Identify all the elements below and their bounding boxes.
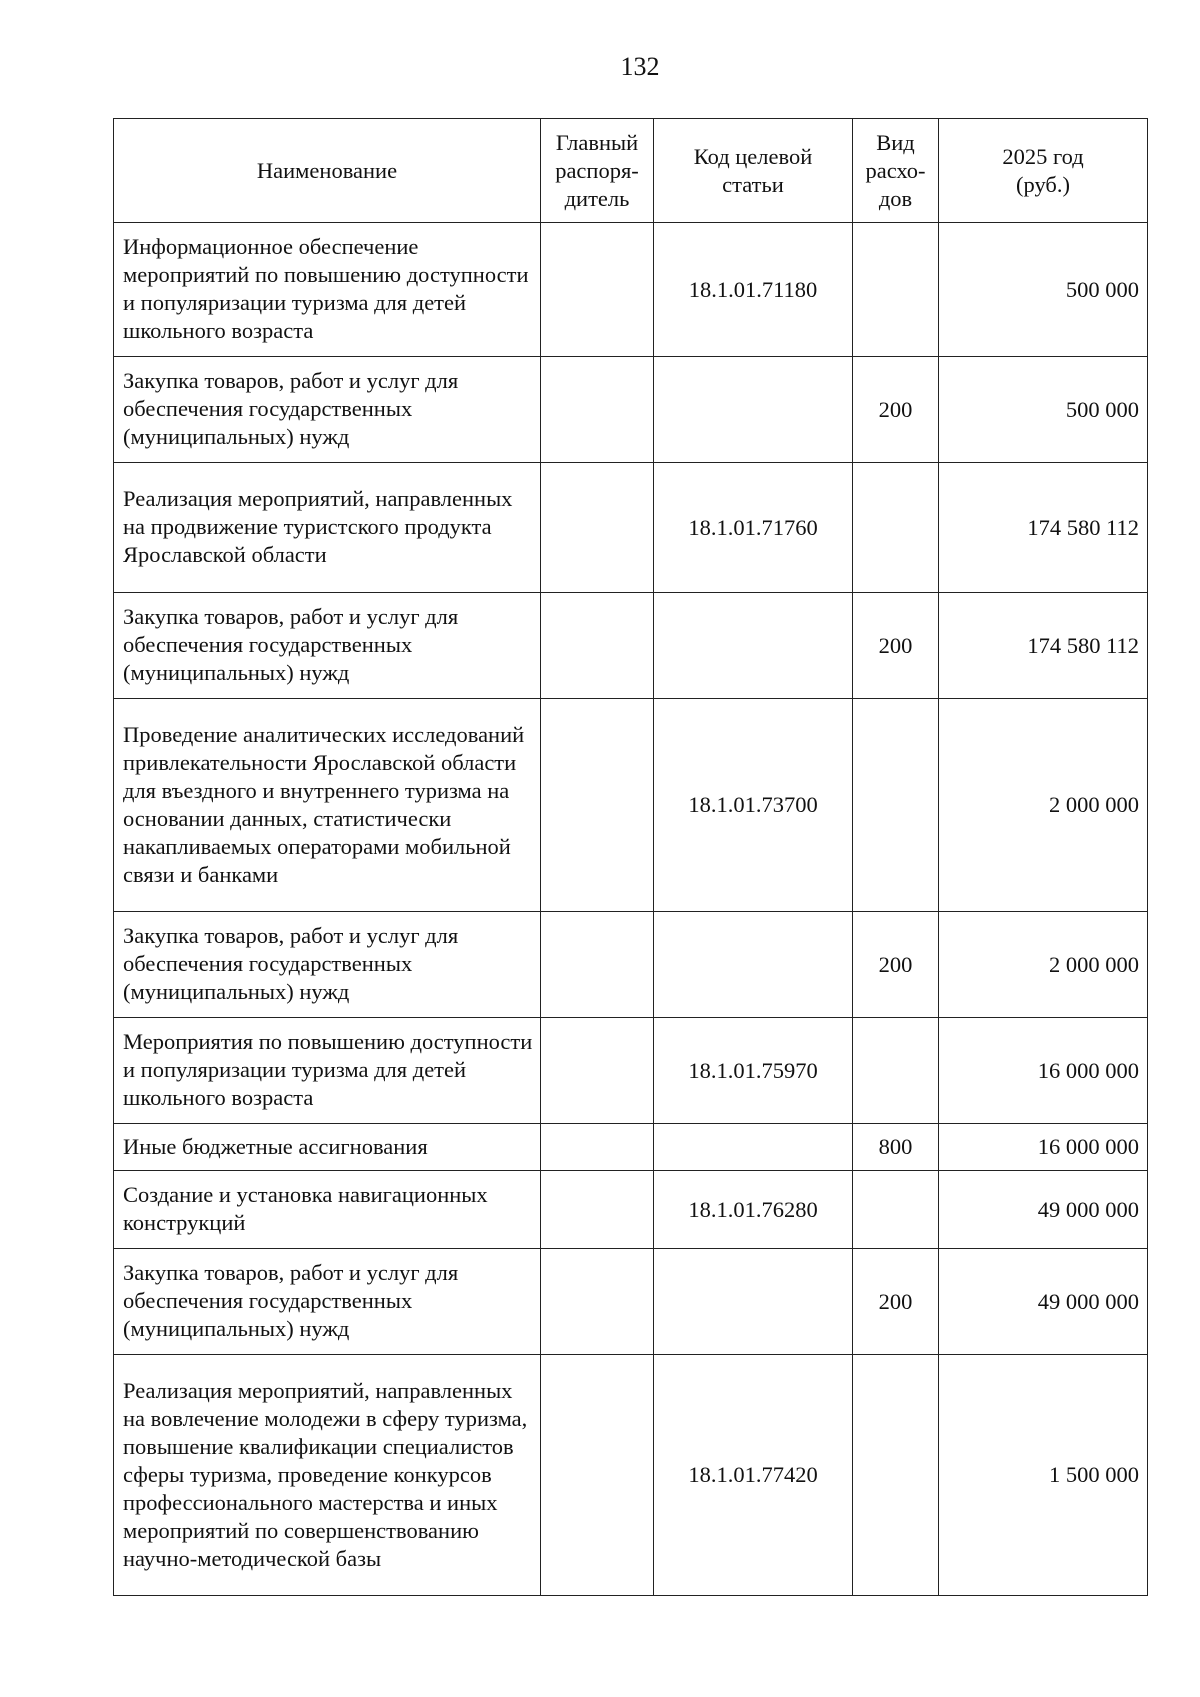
row-amount: 16 000 000 xyxy=(939,1124,1148,1171)
table-row xyxy=(114,1249,1148,1355)
budget-table xyxy=(113,118,1148,1596)
row-manager xyxy=(541,463,654,593)
header-name: Наименование xyxy=(114,119,541,223)
row-target-code: 18.1.01.77420 xyxy=(654,1355,853,1596)
table-row xyxy=(114,1124,1148,1171)
row-amount: 2 000 000 xyxy=(939,912,1148,1018)
row-expense-type xyxy=(853,699,939,912)
row-target-code xyxy=(654,1124,853,1171)
table-row xyxy=(114,1171,1148,1249)
table-row xyxy=(114,1018,1148,1124)
row-amount: 500 000 xyxy=(939,223,1148,357)
row-target-code: 18.1.01.75970 xyxy=(654,1018,853,1124)
row-expense-type: 200 xyxy=(853,912,939,1018)
row-target-code xyxy=(654,593,853,699)
row-manager xyxy=(541,1171,654,1249)
row-name: Закупка товаров, работ и услуг для обеспечения государственных (муниципальных) нужд xyxy=(114,912,541,1018)
row-target-code xyxy=(654,912,853,1018)
header-target-code: Код целевой статьи xyxy=(654,119,853,223)
row-manager xyxy=(541,699,654,912)
table-row xyxy=(114,223,1148,357)
row-manager xyxy=(541,1355,654,1596)
row-amount: 2 000 000 xyxy=(939,699,1148,912)
row-name: Закупка товаров, работ и услуг для обеспечения государственных (муниципальных) нужд xyxy=(114,357,541,463)
table-row xyxy=(114,912,1148,1018)
row-name: Реализация мероприятий, направленных на продвижение туристского продукта Ярославской области xyxy=(114,463,541,593)
row-amount: 500 000 xyxy=(939,357,1148,463)
row-target-code: 18.1.01.71760 xyxy=(654,463,853,593)
row-name: Закупка товаров, работ и услуг для обеспечения государственных (муниципальных) нужд xyxy=(114,1249,541,1355)
row-manager xyxy=(541,1249,654,1355)
row-manager xyxy=(541,357,654,463)
row-target-code: 18.1.01.71180 xyxy=(654,223,853,357)
row-expense-type xyxy=(853,1355,939,1596)
row-target-code xyxy=(654,1249,853,1355)
table-body xyxy=(114,223,1148,1596)
row-target-code: 18.1.01.73700 xyxy=(654,699,853,912)
row-expense-type: 200 xyxy=(853,593,939,699)
header-expense-type: Вид расхо- дов xyxy=(853,119,939,223)
header-amount: 2025 год (руб.) xyxy=(939,119,1148,223)
table-row xyxy=(114,593,1148,699)
row-manager xyxy=(541,223,654,357)
row-amount: 174 580 112 xyxy=(939,593,1148,699)
header-row xyxy=(114,119,1148,223)
row-expense-type: 200 xyxy=(853,357,939,463)
row-manager xyxy=(541,912,654,1018)
row-name: Информационное обеспечение мероприятий по повышению доступности и популяризации туризма для детей школьного возраста xyxy=(114,223,541,357)
row-target-code xyxy=(654,357,853,463)
row-name: Иные бюджетные ассигнования xyxy=(114,1124,541,1171)
header-main-manager: Главный распоря- дитель xyxy=(541,119,654,223)
table-header xyxy=(114,119,1148,223)
row-expense-type: 800 xyxy=(853,1124,939,1171)
row-amount: 16 000 000 xyxy=(939,1018,1148,1124)
row-expense-type: 200 xyxy=(853,1249,939,1355)
row-name: Реализация мероприятий, направленных на вовлечение молодежи в сферу туризма, повышение квалификации специалистов сферы туризма, проведение конкурсов профессионального мастерства и иных мероприятий по совершенствованию научно-методической базы xyxy=(114,1355,541,1596)
row-manager xyxy=(541,593,654,699)
table-row xyxy=(114,463,1148,593)
row-name: Проведение аналитических исследований привлекательности Ярославской области для въездного и внутреннего туризма на основании данных, статистически накапливаемых операторами мобильной связи и банками xyxy=(114,699,541,912)
row-name: Закупка товаров, работ и услуг для обеспечения государственных (муниципальных) нужд xyxy=(114,593,541,699)
row-name: Мероприятия по повышению доступности и популяризации туризма для детей школьного возраста xyxy=(114,1018,541,1124)
row-expense-type xyxy=(853,463,939,593)
row-target-code: 18.1.01.76280 xyxy=(654,1171,853,1249)
row-manager xyxy=(541,1018,654,1124)
table-row xyxy=(114,357,1148,463)
table-row xyxy=(114,1355,1148,1596)
row-amount: 49 000 000 xyxy=(939,1171,1148,1249)
row-amount: 174 580 112 xyxy=(939,463,1148,593)
row-amount: 49 000 000 xyxy=(939,1249,1148,1355)
row-amount: 1 500 000 xyxy=(939,1355,1148,1596)
row-manager xyxy=(541,1124,654,1171)
row-expense-type xyxy=(853,1018,939,1124)
row-expense-type xyxy=(853,223,939,357)
page-number: 132 xyxy=(620,52,660,81)
row-expense-type xyxy=(853,1171,939,1249)
table-row xyxy=(114,699,1148,912)
row-name: Создание и установка навигационных конструкций xyxy=(114,1171,541,1249)
